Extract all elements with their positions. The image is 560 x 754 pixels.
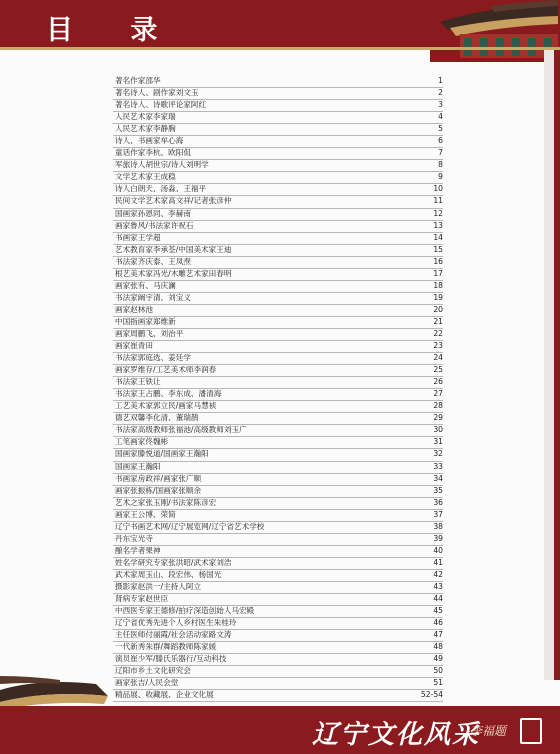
toc-row	[113, 160, 443, 172]
toc-title: 根艺美术家冯光/木雕艺术家田春明	[115, 268, 232, 278]
toc-title: 辽宁书画艺术网/辽宁展览网/辽宁省艺术学校	[115, 521, 265, 531]
toc-title: 诗人白朗天、汤淼、王福平	[115, 184, 207, 194]
toc-row	[113, 100, 443, 112]
toc-page-number: 27	[433, 389, 443, 399]
toc-page-number: 39	[433, 533, 443, 543]
right-side-bar	[554, 50, 560, 680]
toc-row	[113, 618, 443, 630]
toc-title: 民间文学艺术家高文祥/记者张彦仲	[115, 196, 232, 206]
toc-title: 书法家王铁让	[115, 377, 161, 387]
toc-row	[113, 474, 443, 486]
toc-row	[113, 606, 443, 618]
toc-title: 德艺双馨李化清、董瑞鹊	[115, 413, 199, 423]
toc-page-number: 35	[433, 485, 443, 495]
toc-row	[113, 678, 443, 690]
toc-title: 文学艺术家王成稳	[115, 172, 176, 182]
toc-row	[113, 221, 443, 233]
toc-row	[113, 594, 443, 606]
toc-title: 军旅诗人胡世宗/诗人刘明学	[115, 160, 209, 170]
toc-title: 艺术教育家李承荃/中国美术家王迪	[115, 244, 232, 254]
seal-stamp-icon	[520, 718, 542, 744]
toc-page-number: 24	[433, 353, 443, 363]
toc-row	[113, 570, 443, 582]
toc-page-number: 17	[433, 268, 443, 278]
header-bar	[0, 0, 560, 47]
toc-row	[113, 196, 443, 208]
toc-row	[113, 88, 443, 100]
toc-page-number: 44	[433, 594, 443, 604]
pagoda-roof-illustration	[430, 0, 560, 62]
toc-row	[113, 401, 443, 413]
toc-page-number: 14	[433, 232, 443, 242]
toc-row	[113, 654, 443, 666]
toc-page-number: 1	[438, 76, 443, 85]
toc-row	[113, 353, 443, 365]
toc-title: 书法家高级教师张福池/高级教师刘玉广	[115, 425, 247, 435]
toc-row	[113, 233, 443, 245]
toc-page-number: 43	[433, 581, 443, 591]
toc-title: 辽阳市乡土文化研究会	[115, 666, 191, 676]
toc-row	[113, 389, 443, 401]
toc-page-number: 22	[433, 328, 443, 338]
toc-page-number: 28	[433, 401, 443, 411]
toc-title: 摄影家赵洪一/主持人阿立	[115, 581, 202, 591]
toc-title: 诗人、书画家牟心海	[115, 136, 184, 146]
toc-row	[113, 534, 443, 546]
footer-brand-calligraphy: 辽宁文化风采	[312, 720, 481, 750]
toc-title: 著名作家邵华	[115, 76, 161, 85]
toc-title: 工笔画家佟魏彬	[115, 437, 169, 447]
toc-title: 工艺美术家郭立民/画家马慧祯	[115, 401, 217, 411]
toc-row	[113, 365, 443, 377]
toc-title: 画家周鹏飞、刘治平	[115, 328, 184, 338]
toc-title: 著名诗人、剧作家刘文玉	[115, 88, 199, 98]
toc-page-number: 51	[433, 678, 443, 688]
toc-row	[113, 305, 443, 317]
toc-row	[113, 498, 443, 510]
toc-row	[113, 112, 443, 124]
toc-page-number: 52-54	[420, 690, 443, 700]
toc-title: 一代新秀朱群/舞蹈教师陈家媛	[115, 642, 217, 652]
toc-row	[113, 413, 443, 425]
toc-row	[113, 437, 443, 449]
toc-page-number: 8	[438, 160, 443, 170]
toc-page-number: 37	[433, 509, 443, 519]
toc-title: 丹东宝光寺	[115, 533, 153, 543]
toc-row	[113, 630, 443, 642]
toc-page-number: 31	[433, 437, 443, 447]
toc-page-number: 45	[433, 606, 443, 616]
toc-row	[113, 281, 443, 293]
toc-title: 画家张吉/人民会堂	[115, 678, 179, 688]
toc-page-number: 47	[433, 630, 443, 640]
toc-row	[113, 510, 443, 522]
toc-title: 画家罗维存/工艺美术师李润春	[115, 365, 217, 375]
toc-row	[113, 269, 443, 281]
toc-row	[113, 425, 443, 437]
toc-title: 国画家孙恩同、李赫南	[115, 208, 191, 218]
toc-title: 国画家滕悦道/国画家王瀚阳	[115, 449, 209, 459]
toc-page-number: 2	[438, 88, 443, 98]
toc-row	[113, 148, 443, 160]
toc-title: 人民艺术家李静胸	[115, 124, 176, 134]
toc-title: 武术家周玉山、段宏伟、杨国光	[115, 569, 222, 579]
toc-title: 中国指画家郑维新	[115, 316, 176, 326]
toc-row	[113, 172, 443, 184]
toc-page-number: 48	[433, 642, 443, 652]
toc-page-number: 50	[433, 666, 443, 676]
toc-title: 书法家王占鹏、李东成、潘清海	[115, 389, 222, 399]
toc-title: 书法家阚宇清、刘宝义	[115, 292, 191, 302]
toc-row	[113, 184, 443, 196]
footer-signature: 李福题	[470, 724, 507, 738]
toc-row	[113, 582, 443, 594]
toc-row	[113, 449, 443, 461]
toc-row	[113, 341, 443, 353]
toc-page-number: 26	[433, 377, 443, 387]
toc-row	[113, 209, 443, 221]
toc-page-number: 9	[438, 172, 443, 182]
toc-row	[113, 377, 443, 389]
toc-row	[113, 642, 443, 654]
toc-title: 中西医专家王德修/拍疗深造创始人马宏殿	[115, 606, 255, 616]
toc-title: 书画家房政祥/画家张广顺	[115, 473, 202, 483]
toc-page-number: 46	[433, 618, 443, 628]
toc-row	[113, 257, 443, 269]
toc-title: 画家王公博、荣简	[115, 509, 176, 519]
toc-title: 童话作家李杭、欧阳侃	[115, 148, 191, 158]
toc-title: 书画家王学超	[115, 232, 161, 242]
toc-title: 辽宁省优秀先进个人乡村医生朱桂玲	[115, 618, 237, 628]
table-of-contents	[113, 76, 443, 702]
toc-title: 艺术之家张玉刚/书法家陈彦宏	[115, 497, 217, 507]
toc-title: 主任医师付丽霞/社会活动家路文涛	[115, 630, 232, 640]
toc-title: 画家崔青田	[115, 341, 153, 351]
toc-title: 画家鲁风/书法家许祝石	[115, 220, 194, 230]
toc-title: 演员崔少军/滕氏乐器行/互动科技	[115, 654, 227, 664]
toc-page-number: 33	[433, 461, 443, 471]
toc-page-number: 16	[433, 256, 443, 266]
toc-row	[113, 546, 443, 558]
toc-title: 著名诗人、诗歌评论家阿红	[115, 100, 207, 110]
toc-page-number: 11	[433, 196, 443, 206]
toc-page-number: 10	[433, 184, 443, 194]
page-title: 目 录	[46, 15, 182, 46]
toc-title: 画家张振栋/国画家张顺余	[115, 485, 202, 495]
toc-page-number: 18	[433, 280, 443, 290]
footer-bar	[0, 706, 560, 754]
toc-page-number: 21	[433, 316, 443, 326]
toc-row	[113, 245, 443, 257]
toc-title: 书法家齐庆泰、王凤焘	[115, 256, 191, 266]
toc-page-number: 7	[438, 148, 443, 158]
toc-page-number: 29	[433, 413, 443, 423]
toc-title: 姓名学研究专家张洪昭/武术家刘浩	[115, 557, 232, 567]
toc-title: 国画家王瀚阳	[115, 461, 161, 471]
toc-row	[113, 124, 443, 136]
toc-row	[113, 666, 443, 678]
toc-page-number: 36	[433, 497, 443, 507]
toc-page-number: 40	[433, 545, 443, 555]
toc-page-number: 23	[433, 341, 443, 351]
toc-row	[113, 329, 443, 341]
toc-title: 精品展、收藏展、企业文化展	[115, 690, 214, 700]
right-side-band	[544, 50, 560, 680]
toc-row	[113, 136, 443, 148]
toc-page-number: 20	[433, 304, 443, 314]
toc-page-number: 49	[433, 654, 443, 664]
toc-row	[113, 293, 443, 305]
toc-page-number: 15	[433, 244, 443, 254]
toc-page-number: 19	[433, 292, 443, 302]
toc-title: 书法家郭庭选、姜廷学	[115, 353, 191, 363]
toc-page-number: 34	[433, 473, 443, 483]
toc-page-number: 13	[433, 220, 443, 230]
toc-page-number: 32	[433, 449, 443, 459]
toc-page-number: 5	[438, 124, 443, 134]
toc-page-number: 41	[433, 557, 443, 567]
toc-title: 画家赵林池	[115, 304, 153, 314]
toc-page-number: 6	[438, 136, 443, 146]
toc-page-number: 30	[433, 425, 443, 435]
toc-page-number: 38	[433, 521, 443, 531]
toc-row	[113, 690, 443, 702]
toc-page-number: 12	[433, 208, 443, 218]
toc-title: 肾病专家赵世臣	[115, 594, 169, 604]
toc-row	[113, 462, 443, 474]
toc-page-number: 25	[433, 365, 443, 375]
toc-row	[113, 317, 443, 329]
toc-title: 人民艺术家李家瑞	[115, 112, 176, 122]
toc-row	[113, 76, 443, 88]
toc-page-number: 42	[433, 569, 443, 579]
toc-title: 酿名学者果神	[115, 545, 161, 555]
toc-row	[113, 558, 443, 570]
toc-row	[113, 486, 443, 498]
toc-page-number: 3	[438, 100, 443, 110]
header-gold-edge	[0, 47, 560, 50]
toc-title: 画家张有、马庆澜	[115, 280, 176, 290]
toc-row	[113, 522, 443, 534]
toc-page-number: 4	[438, 112, 443, 122]
